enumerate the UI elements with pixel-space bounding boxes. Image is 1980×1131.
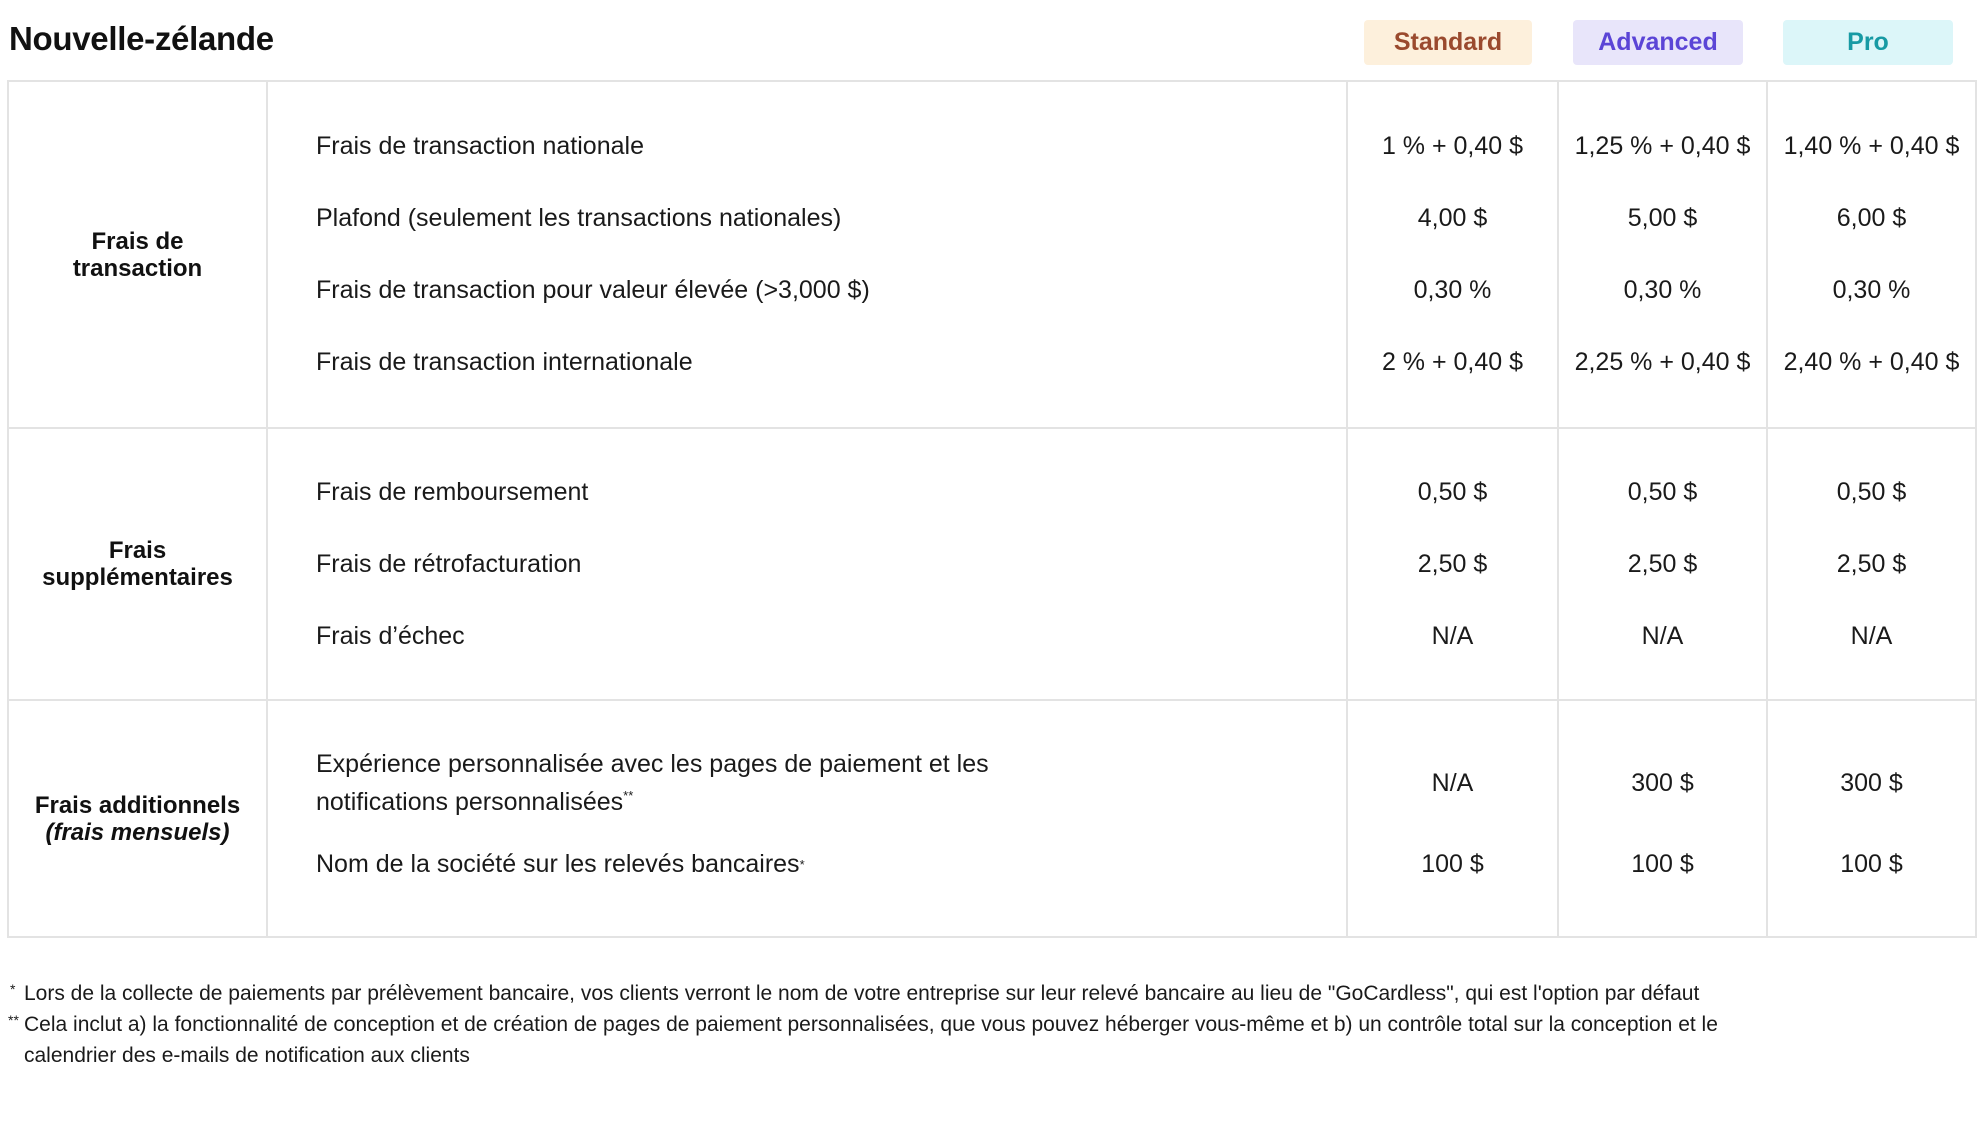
plan-badge-advanced: Advanced <box>1573 20 1743 65</box>
section-label-extra <box>8 428 267 700</box>
plan-badge-pro: Pro <box>1783 20 1953 65</box>
fee-description: Nom de la société sur les relevés bancaires <box>316 850 800 878</box>
standard-value: 2 % + 0,40 $ <box>1381 348 1524 376</box>
advanced-column <box>1558 81 1767 428</box>
pro-value: 2,50 $ <box>1836 549 1907 578</box>
section-label-text: Frais supplémentaires <box>42 537 233 591</box>
pricing-table <box>7 80 1977 938</box>
standard-column <box>1347 428 1558 700</box>
section-label-text: Frais additionnels <box>34 791 241 819</box>
advanced-value: 100 $ <box>1631 850 1694 878</box>
fee-description: Frais de transaction nationale <box>316 132 644 160</box>
footnote-marker: ** <box>623 787 634 803</box>
pro-value: 0,50 $ <box>1836 477 1907 506</box>
standard-value: 0,50 $ <box>1417 477 1488 506</box>
fee-description-wrap <box>316 748 1096 818</box>
standard-column <box>1347 81 1558 428</box>
section-label-text: Frais de transaction <box>72 227 203 282</box>
footnote-marker: ** <box>8 1012 19 1028</box>
footnote-marker: * <box>799 857 805 872</box>
section-transaction-fees <box>8 81 1976 428</box>
advanced-value: N/A <box>1641 621 1684 650</box>
advanced-column <box>1558 700 1767 937</box>
section-additional-fees <box>8 700 1976 937</box>
pro-value: 100 $ <box>1840 850 1903 878</box>
standard-column <box>1347 700 1558 937</box>
section-extra-fees <box>8 428 1976 700</box>
pro-column <box>1767 81 1976 428</box>
standard-value: N/A <box>1431 768 1474 797</box>
fee-description: Plafond (seulement les transactions nationales) <box>316 204 842 232</box>
fee-description: Frais d’échec <box>316 621 465 650</box>
section-label-transaction <box>8 81 267 428</box>
standard-value: 1 % + 0,40 $ <box>1381 132 1524 160</box>
footnotes <box>10 978 1730 1071</box>
pro-value: 300 $ <box>1840 768 1903 797</box>
standard-value: 2,50 $ <box>1417 549 1488 578</box>
plan-badge-standard: Standard <box>1364 20 1532 65</box>
footnote-marker: * <box>10 981 16 997</box>
advanced-value: 2,25 % + 0,40 $ <box>1574 348 1751 376</box>
footnote-text: Lors de la collecte de paiements par prélèvement bancaire, vos clients verront le nom de votre entreprise sur leur relevé bancaire au lieu de "GoCardless", qui est l'option par défaut <box>24 982 1700 1005</box>
fee-description: Frais de transaction pour valeur élevée (>3,000 $) <box>316 276 870 304</box>
pro-column <box>1767 700 1976 937</box>
pro-value: 2,40 % + 0,40 $ <box>1783 348 1960 376</box>
advanced-column <box>1558 428 1767 700</box>
standard-value: 0,30 % <box>1413 276 1492 304</box>
advanced-value: 5,00 $ <box>1627 204 1698 232</box>
pro-column <box>1767 428 1976 700</box>
pro-value: 6,00 $ <box>1836 204 1907 232</box>
advanced-value: 1,25 % + 0,40 $ <box>1574 132 1751 160</box>
fee-description-row <box>316 829 1346 901</box>
advanced-value: 2,50 $ <box>1627 549 1698 578</box>
fee-description: Frais de remboursement <box>316 477 589 506</box>
fee-description: Expérience personnalisée avec les pages de paiement et les notifications personnalisées <box>316 749 989 816</box>
description-column <box>267 428 1347 700</box>
advanced-value: 300 $ <box>1631 768 1694 797</box>
page-title: Nouvelle-zélande <box>9 20 274 57</box>
standard-value: 4,00 $ <box>1417 204 1488 232</box>
footnote-text: Cela inclut a) la fonctionnalité de conception et de création de pages de paiement personnalisées, que vous pouvez héberger vous-même et b) un contrôle total sur la conception et le calendrier des e-mails de notification aux clients <box>24 1013 1718 1067</box>
pro-value: 1,40 % + 0,40 $ <box>1783 132 1960 160</box>
fee-description: Frais de rétrofacturation <box>316 549 582 578</box>
section-label-additional <box>8 700 267 937</box>
description-column <box>267 81 1347 428</box>
section-label-subtext: (frais mensuels) <box>45 818 230 846</box>
footnote-item <box>10 978 1730 1009</box>
advanced-value: 0,50 $ <box>1627 477 1698 506</box>
pro-value: N/A <box>1850 621 1893 650</box>
fee-description-row <box>316 737 1346 829</box>
advanced-value: 0,30 % <box>1623 276 1702 304</box>
fee-description: Frais de transaction internationale <box>316 348 693 376</box>
description-column <box>267 700 1347 937</box>
standard-value: 100 $ <box>1421 850 1484 878</box>
pro-value: 0,30 % <box>1832 276 1911 304</box>
footnote-item <box>10 1009 1730 1071</box>
standard-value: N/A <box>1431 621 1474 650</box>
